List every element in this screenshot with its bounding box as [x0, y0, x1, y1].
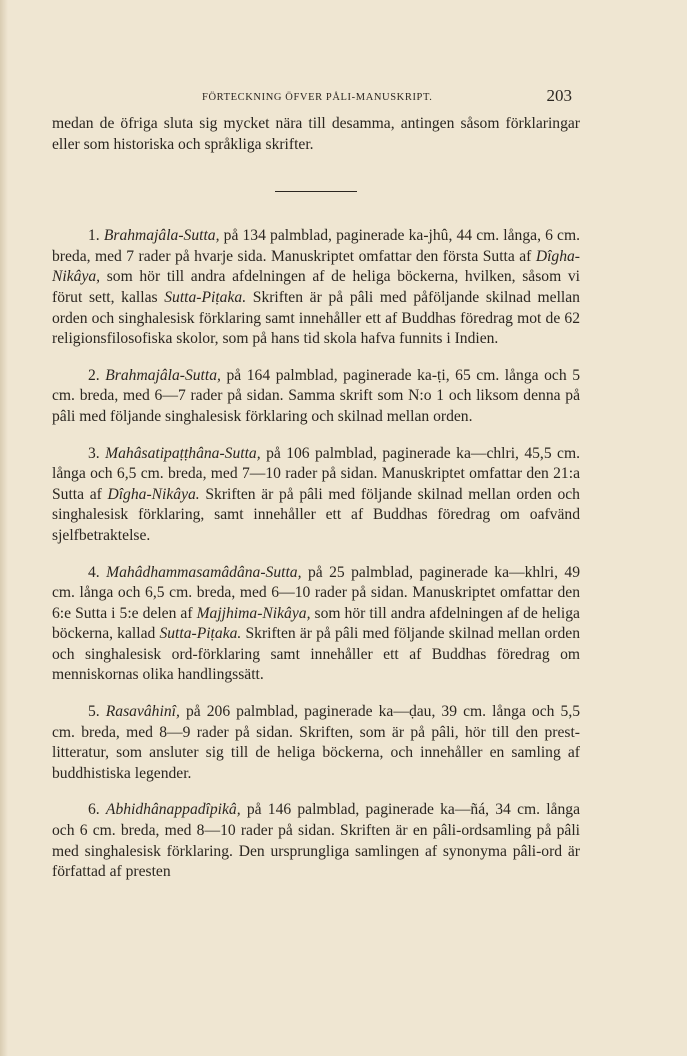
entry-4 — [52, 563, 580, 687]
entry-text: på 134 palmblad, paginerade ka-jhû, 44 cm. långa, 6 cm. breda, med 7 rader på hvarje sida. Manuskriptet omfattar den första Sutta af — [52, 227, 580, 265]
entry-text: som hör till andra afdelningen af de heliga böckerna, hvilken, såsom vi förut sett, kallas — [52, 268, 580, 306]
manuscript-title: Abhidhânappadîpikâ, — [105, 801, 241, 819]
running-head — [52, 86, 572, 110]
manuscript-title: Brahmajâla-Sutta, — [105, 366, 221, 384]
entry-3 — [52, 444, 580, 547]
entry-text: Skriften är på pâli med påföljande skilnad mellan orden och singhalesisk förklaring samt innehåller ett af Buddhas föredrag mot de 62 religionsfilosofiska skolor, som på hans tid skola hafva funnits i Indien. — [52, 288, 580, 348]
entry-6 — [52, 800, 580, 882]
entry-text: på 206 palmblad, paginerade ka—ḍau, 39 cm. långa och 5,5 cm. breda, med 8—9 rader på sidan. Skriften, som är på pâli, hör till den prest-litteratur, som ansluter sig till de heliga böckerna, och innehåller en samling af buddhistiska legender. — [52, 703, 581, 782]
entry-number: 4. — [88, 563, 100, 581]
intro-paragraph: medan de öfriga sluta sig mycket nära till desamma, antingen såsom förklaringar eller som historiska och språkliga skrifter. — [52, 115, 580, 153]
manuscript-title: Rasavâhinî, — [105, 703, 180, 721]
running-title: FÖRTECKNING ÖFVER PÅLI-MANUSKRIPT. — [202, 92, 433, 103]
entry-number: 3. — [88, 444, 100, 462]
reference-title: Sutta-Piṭaka. — [164, 288, 247, 306]
entry-text: Skriften är på pâli med följande skilnad mellan orden och singhalesisk förklaring, samt innehåller ett af Buddhas föredrag om oafvänd sjelfbetraktelse. — [52, 485, 580, 544]
reference-title: Dîgha-Nikâya. — [107, 485, 200, 503]
entry-text: på 164 palmblad, paginerade ka-ṭi, 65 cm. långa och 5 cm. breda, med 6—7 rader på sidan. Samma skrift som N:o 1 och liksom denna på pâli med följande singhalesisk förklaring och skilnad mellan orden. — [52, 366, 580, 425]
entry-5 — [52, 702, 580, 784]
reference-title: Majjhima-Nikâya, — [196, 604, 311, 622]
entry-number: 5. — [88, 703, 100, 721]
entry-number: 2. — [88, 366, 100, 384]
entry-text: på 25 palmblad, paginerade ka—khlri, 49 cm. långa och 6,5 cm. breda, med 6—10 rader på sidan. Manuskriptet omfattar den 6:e Sutta i 5:e delen af — [52, 563, 580, 622]
reference-title: Dîgha-Nikâya, — [52, 247, 580, 286]
entry-text: på 146 palmblad, paginerade ka—ñá, 34 cm. långa och 6 cm. breda, med 8—10 rader på sidan. Skriften är en pâli-ordsamling på pâli med singhalesisk förklaring. Den ursprungliga samlingen af synonyma pâli-ord är författad af presten — [52, 801, 580, 881]
entry-text: som hör till andra afdelningen af de heliga böckerna, kallad — [52, 604, 580, 643]
entry-number: 1. — [88, 227, 100, 245]
entry-text: på 106 palmblad, paginerade ka—chlri, 45,5 cm. långa och 6,5 cm. breda, med 7—10 rader på sidan. Manuskriptet omfattar den 21:a Sutta af — [52, 444, 580, 503]
entry-1 — [52, 226, 580, 350]
entry-2 — [52, 366, 580, 428]
entry-number: 6. — [88, 801, 100, 819]
body-text — [52, 114, 580, 883]
manuscript-title: Mahâsatipaṭṭhâna-Sutta, — [105, 444, 261, 462]
page-number: 203 — [546, 86, 572, 105]
section-divider — [275, 191, 357, 192]
entry-text: Skriften är på pâli med följande skilnad mellan orden och singhalesisk ord-förklaring samt innehåller ett af Buddhas föredrag om menniskornas olika handlingssätt. — [52, 625, 580, 684]
manuscript-title: Brahmajâla-Sutta, — [103, 227, 220, 245]
manuscript-title: Mahâdhammasamâdâna-Sutta, — [106, 563, 302, 581]
page-edge — [0, 0, 8, 1056]
reference-title: Sutta-Piṭaka. — [159, 625, 242, 643]
